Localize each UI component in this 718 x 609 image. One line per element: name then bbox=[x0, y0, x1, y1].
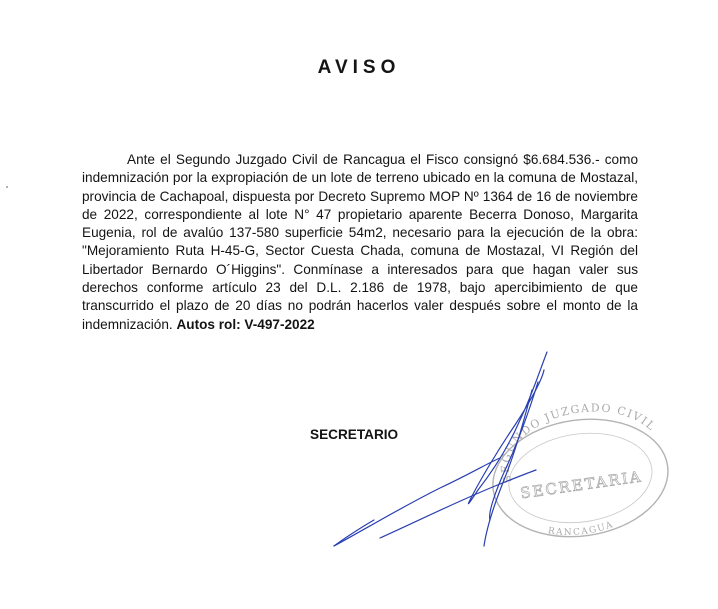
stray-dot bbox=[6, 186, 8, 188]
case-reference: Autos rol: V-497-2022 bbox=[176, 316, 315, 332]
signature-sweep-stroke bbox=[334, 458, 500, 546]
signer-title: SECRETARIO bbox=[310, 427, 399, 442]
handwritten-signature bbox=[320, 350, 570, 560]
signature-hook-stroke bbox=[334, 520, 374, 546]
stamp-bottom-text: RANCAGUA bbox=[547, 519, 616, 538]
notice-title: AVISO bbox=[317, 57, 401, 78]
signature-tail-stroke bbox=[380, 470, 536, 538]
notice-body bbox=[82, 151, 638, 334]
notice-body-text: Ante el Segundo Juzgado Civil de Rancagua el Fisco consignó $6.684.536.- como indemnización por la expropiación de un lote de terreno ubicado en la comuna de Mostazal, provincia de Cachapoal, dispuesta por Decreto Supremo MOP Nº 1364 de 16 de noviembre de 2022, correspondiente al lote N° 47 propietario aparente Becerra Donoso, Margarita Eugenia, rol de avalúo 137-580 superficie 54m2, necesario para la ejecución de la obra: "Mejoramiento Ruta H-45-G, Sector Cuesta Chada, comuna de Mostazal, VI Región del Libertador Bernardo O´Higgins". Conmínase a interesados para que hagan valer sus derechos conforme artículo 23 del D.L. 2.186 de 1978, bajo apercibimiento de que transcurrido el plazo de 20 días no podrán hacerlos valer después sobre el monto de la indemnización. bbox=[82, 152, 638, 332]
signature-vertical-stroke bbox=[484, 390, 532, 546]
stamp-center-text: SECRETARIA bbox=[519, 467, 644, 503]
stamp-top-text: SEGUNDO JUZGADO CIVIL bbox=[498, 401, 659, 485]
